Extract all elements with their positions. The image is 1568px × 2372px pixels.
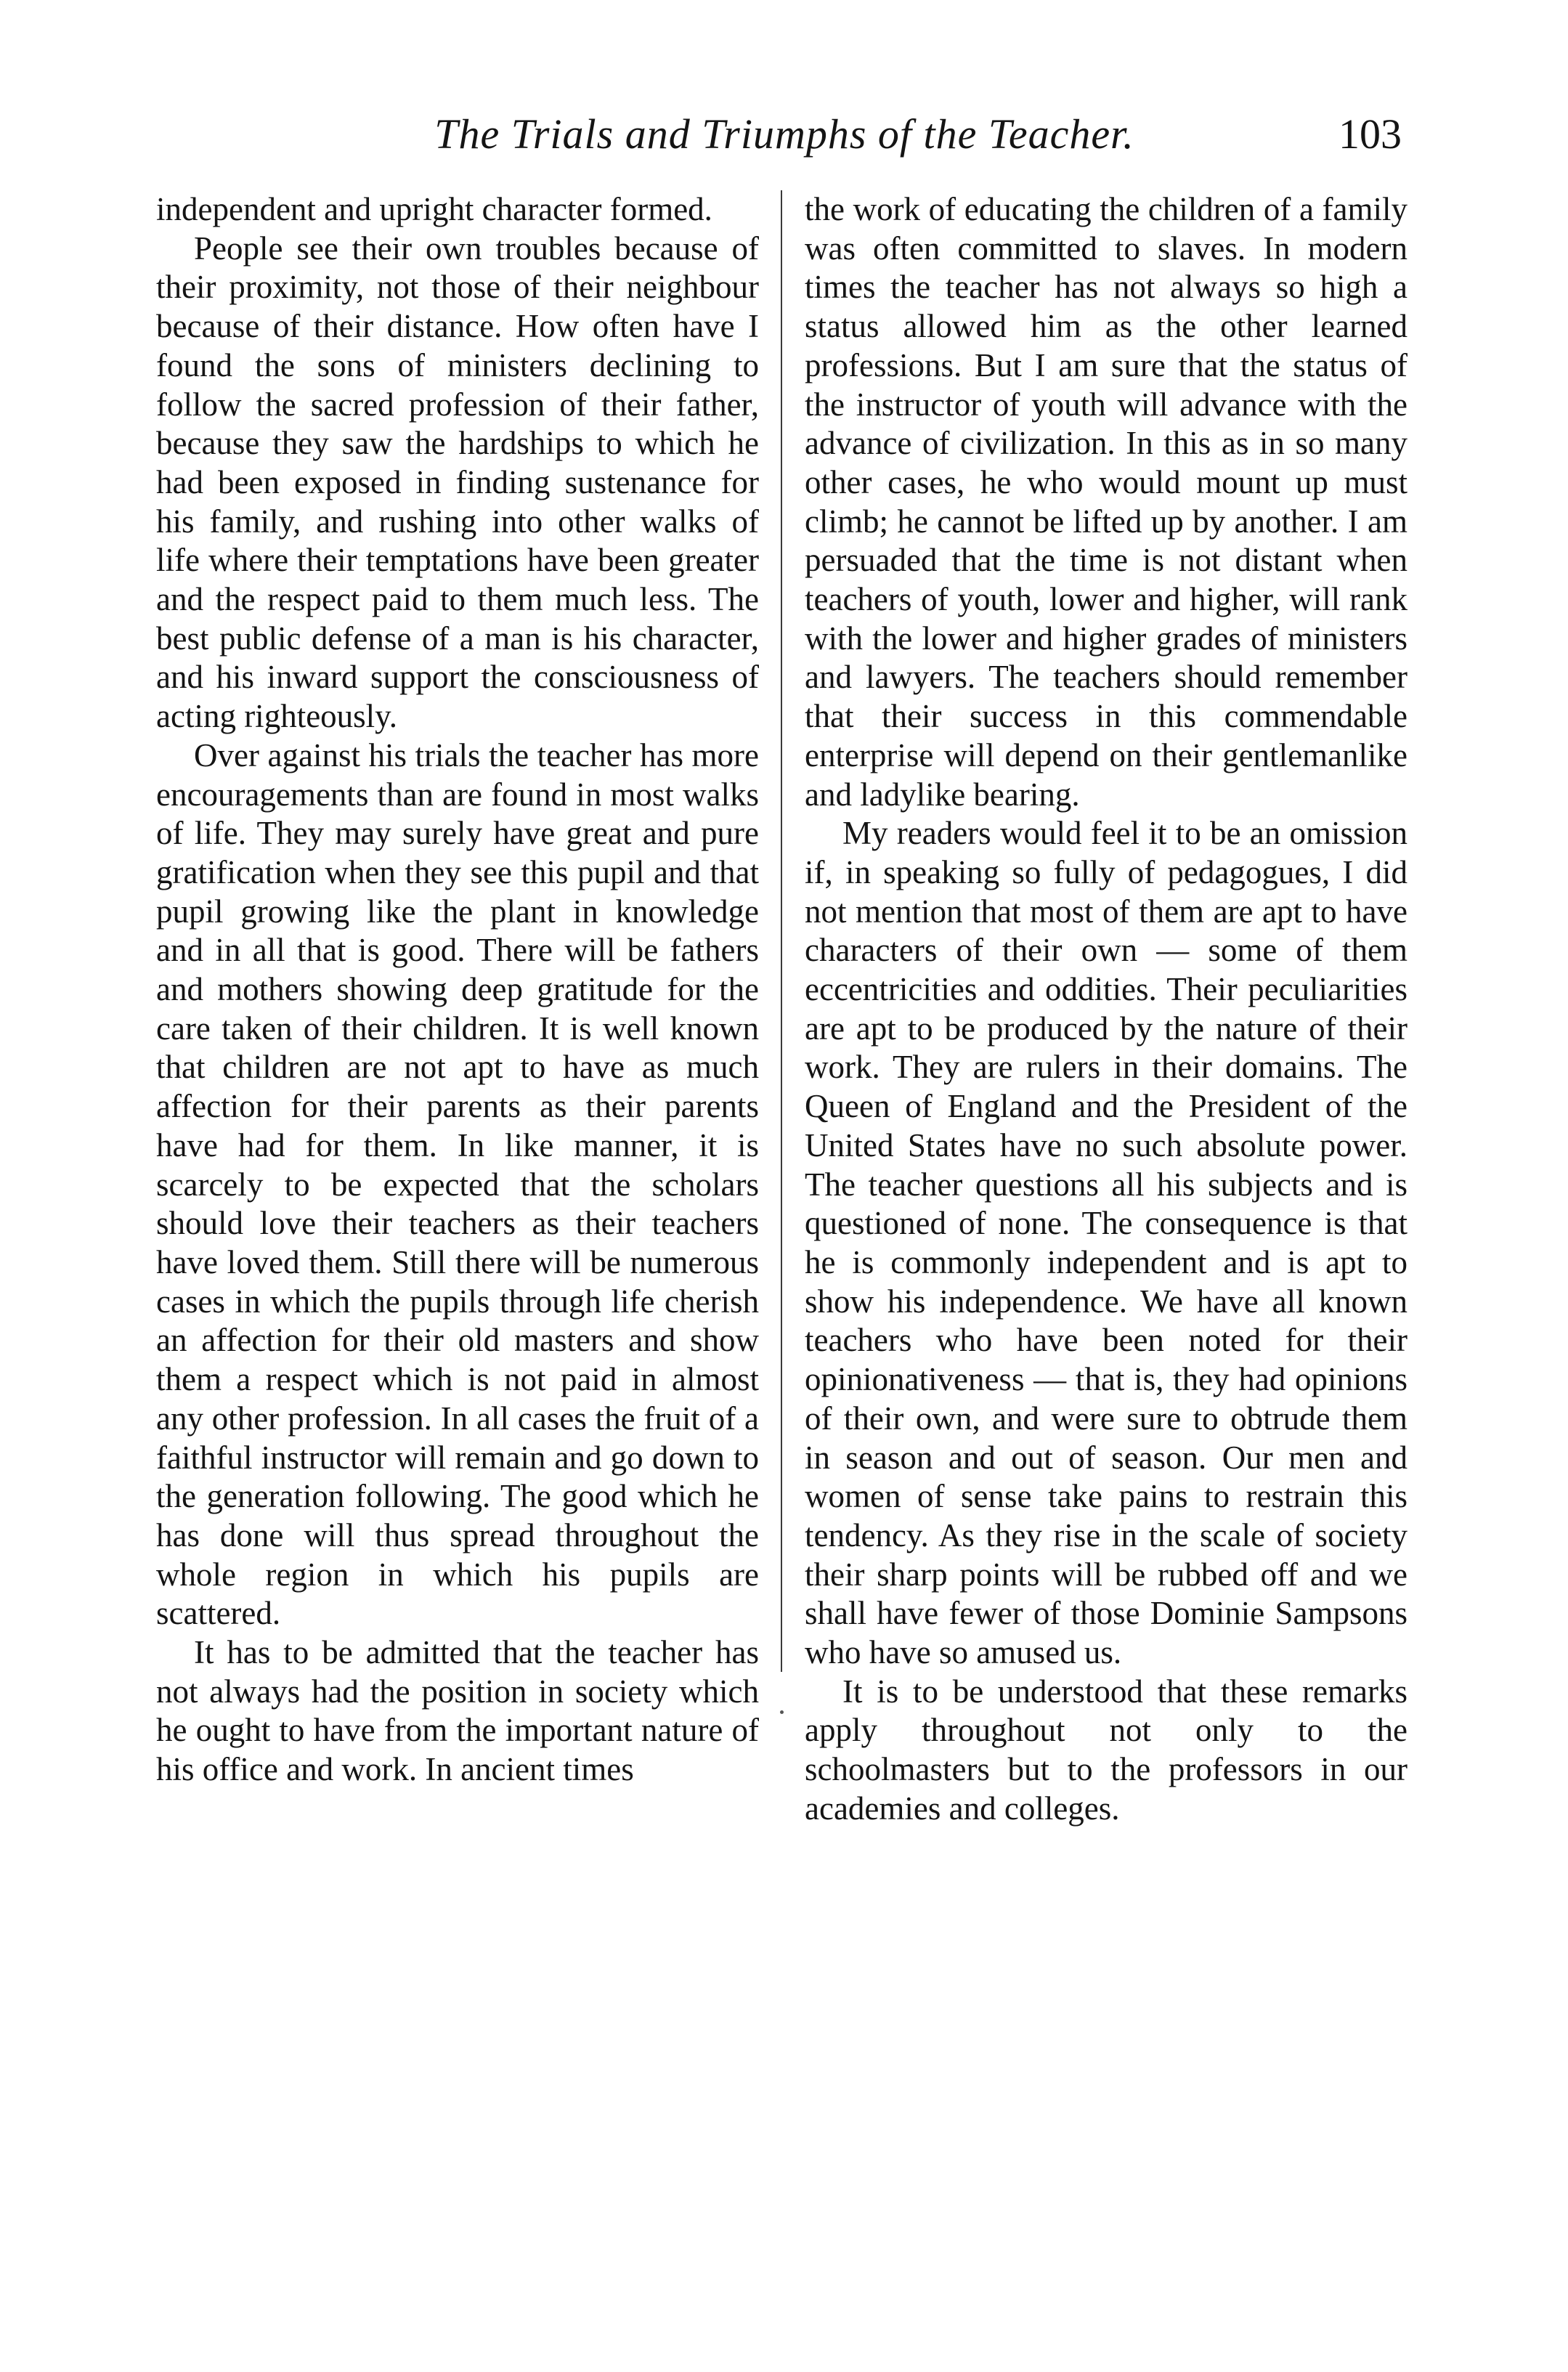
paragraph: Over against his trials the teacher has more encouragements than are found in most walks of life. They may surely have great and pure gratification when they see this pupil and that pupil growing like the plant in knowledge and in all that is good. There will be fathers and mothers showing deep gratitude for the care taken of their children. It is well known that children are not apt to have as much affection for their parents as their parents have had for them. In like manner, it is scarcely to be expected that the scholars should love their teachers as their teachers have loved them. Still there will be numerous cases in which the pupils through life cherish an affection for their old masters and show them a respect which is not paid in almost any other profession. In all cases the fruit of a faithful instructor will remain and go down to the generation following. The good which he has done will thus spread throughout the whole region in which his pupils are scattered. — [156, 736, 759, 1632]
footer-dot — [780, 1710, 784, 1714]
paragraph: My readers would feel it to be an omission if, in speaking so fully of pedagogues, I did not mention that most of them are apt to have characters of their own — some of them eccentricities and oddities. Their peculiarities are apt to be produced by the nature of their work. They are rulers in their domains. The Queen of England and the President of the United States have no such absolute power. The teacher questions all his subjects and is questioned of none. The consequence is that he is commonly independent and is apt to show his independence. We have all known teachers who have been noted for their opinionativeness — that is, they had opinions of their own, and were sure to obtrude them in season and out of season. Our men and women of sense take pains to restrain this tendency. As they rise in the scale of society their sharp points will be rubbed off and we shall have fewer of those Dominie Sampsons who have so amused us. — [805, 815, 1407, 1671]
column-divider — [781, 190, 782, 1672]
paragraph: independent and upright character formed. — [156, 191, 712, 227]
page-number: 103 — [1339, 110, 1402, 158]
right-column — [805, 190, 1407, 1829]
paragraph: It has to be admitted that the teacher has not always had the position in society which he ought to have from the important nature of his office and work. In ancient times — [156, 1634, 759, 1788]
paragraph: It is to be understood that these remarks apply throughout not only to the schoolmasters but to the professors in our academies and colleges. — [805, 1673, 1407, 1827]
left-column — [156, 190, 759, 1790]
running-head — [0, 109, 1568, 160]
running-title: The Trials and Triumphs of the Teacher. — [434, 110, 1134, 158]
paragraph: People see their own troubles because of their proximity, not those of their neighbour because of their distance. How often have I found the sons of ministers declining to follow the sacred profession of their father, because they saw the hardships to which he had been exposed in finding sustenance for his family, and rushing into other walks of life where their temptations have been greater and the respect paid to them much less. The best public defense of a man is his character, and his inward support the consciousness of acting righteously. — [156, 230, 759, 735]
paragraph: the work of educating the children of a family was often committed to slaves. In modern times the teacher has not always so high a status allowed him as the other learned professions. But I am sure that the status of the instructor of youth will advance with the advance of civilization. In this as in so many other cases, he who would mount up must climb; he cannot be lifted up by another. I am persuaded that the time is not distant when teachers of youth, lower and higher, will rank with the lower and higher grades of ministers and lawyers. The teachers should remember that their success in this commendable enterprise will depend on their gentlemanlike and ladylike bearing. — [805, 191, 1407, 813]
